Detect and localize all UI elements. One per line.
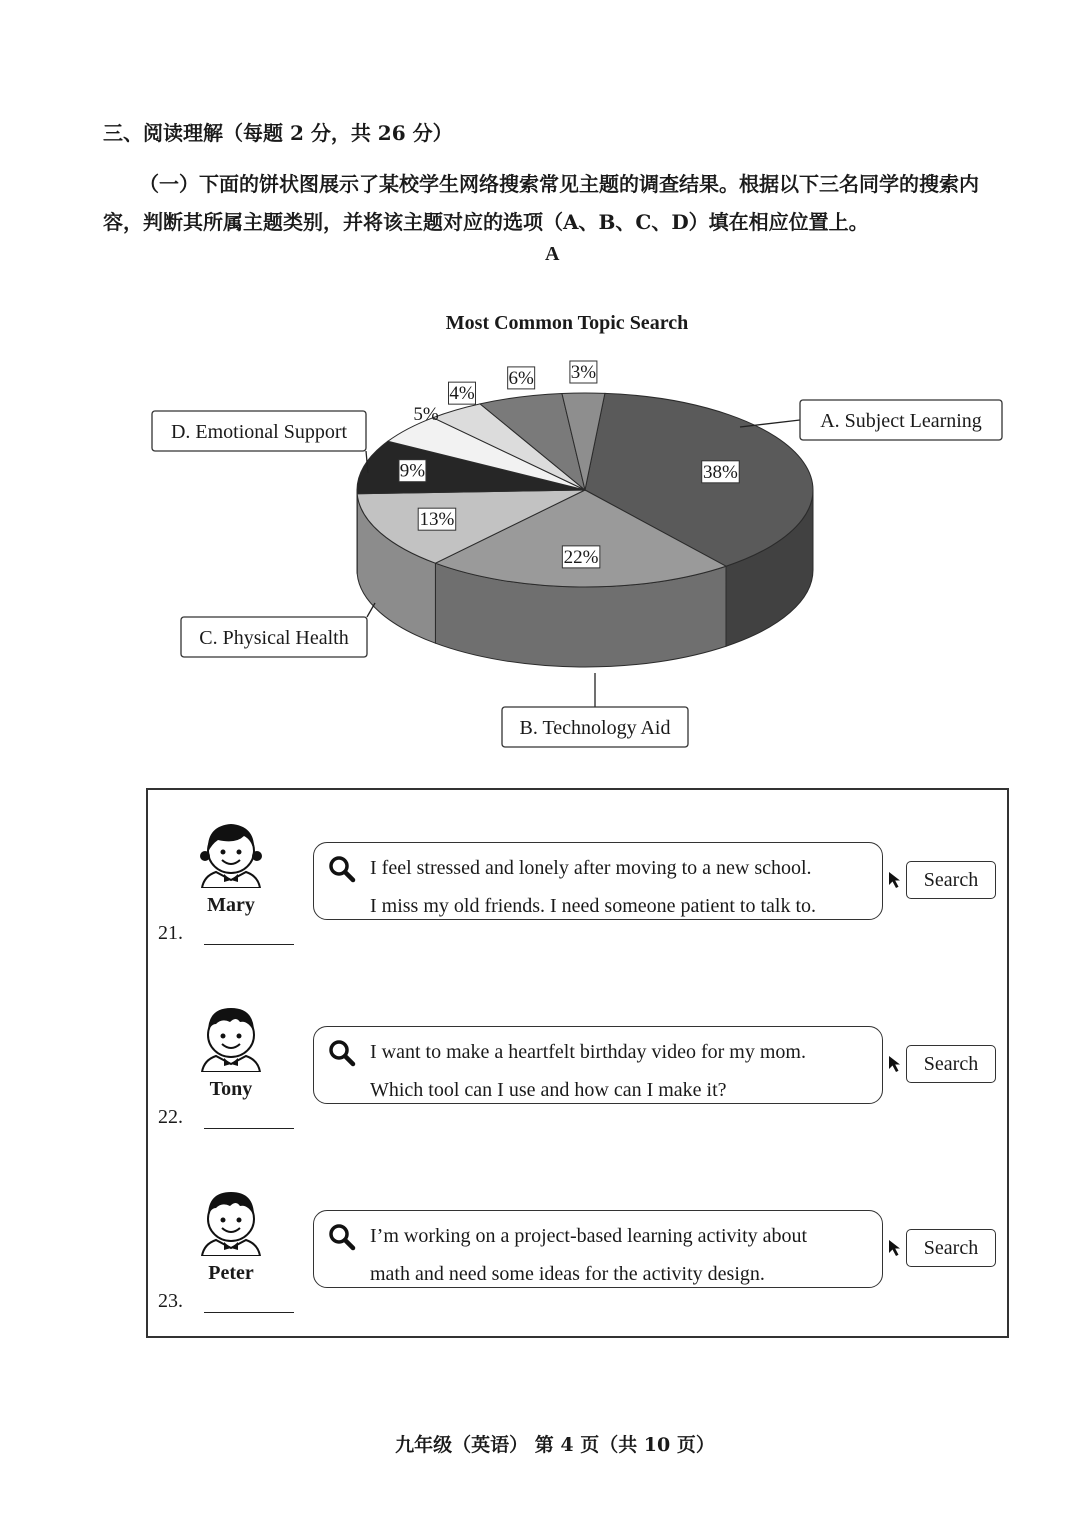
- pie-label-5: [413, 404, 439, 425]
- pie-label-6: [508, 367, 535, 389]
- pie-label-4: [449, 382, 476, 404]
- pie-chart: [140, 355, 1020, 755]
- pie-label-13: [418, 508, 456, 530]
- search-query: [370, 1033, 806, 1109]
- question-number: 22.: [158, 1106, 183, 1128]
- svg-text:13%: 13%: [419, 509, 455, 531]
- passage-label: A: [545, 243, 560, 265]
- student-name: Peter: [208, 1262, 254, 1284]
- mouse-cursor-icon: [887, 1238, 903, 1262]
- svg-text:38%: 38%: [703, 461, 738, 483]
- student-tony: [176, 1002, 286, 1101]
- svg-text:9%: 9%: [399, 460, 426, 482]
- category-callout-d: [152, 411, 368, 473]
- pie-label-22: [562, 546, 600, 568]
- search-line: I miss my old friends. I need someone patient to talk to.: [370, 895, 817, 917]
- svg-text:3%: 3%: [570, 362, 597, 384]
- question-number: 23.: [158, 1290, 183, 1312]
- search-icon: [328, 1223, 356, 1255]
- search-button[interactable]: Search: [906, 1045, 996, 1083]
- student-name: Mary: [207, 894, 255, 916]
- pie-label-3: [570, 361, 597, 383]
- search-button[interactable]: Search: [906, 861, 996, 899]
- mouse-cursor-icon: [887, 870, 903, 894]
- boy-avatar-icon: [176, 1002, 286, 1076]
- student-mary: [176, 818, 286, 917]
- search-icon: [328, 855, 356, 887]
- section-title: 三、阅读理解（每题 2 分，共 26 分）: [103, 121, 453, 145]
- search-line: I’m working on a project-based learning activity about: [370, 1225, 808, 1247]
- svg-text:4%: 4%: [449, 383, 475, 405]
- chart-title: Most Common Topic Search: [445, 312, 689, 334]
- answer-blank[interactable]: [204, 944, 294, 945]
- girl-avatar-icon: [176, 818, 286, 892]
- student-name: Tony: [209, 1078, 253, 1100]
- svg-text:C. Physical Health: C. Physical Health: [199, 627, 349, 649]
- search-icon: [328, 1039, 356, 1071]
- svg-text:5%: 5%: [413, 403, 439, 425]
- questions-panel: [146, 788, 1009, 1338]
- svg-text:D. Emotional Support: D. Emotional Support: [170, 421, 348, 443]
- svg-text:22%: 22%: [563, 546, 599, 568]
- search-line: I want to make a heartfelt birthday video for my mom.: [370, 1041, 806, 1063]
- search-box[interactable]: [313, 1210, 883, 1288]
- page-footer: 九年级（英语） 第 4 页（共 10 页）: [395, 1434, 715, 1456]
- search-box[interactable]: [313, 842, 883, 920]
- search-box[interactable]: [313, 1026, 883, 1104]
- question-number: 21.: [158, 922, 183, 944]
- search-button[interactable]: Search: [906, 1229, 996, 1267]
- svg-text:B. Technology Aid: B. Technology Aid: [519, 717, 671, 739]
- pie-label-9: [399, 460, 426, 482]
- answer-blank[interactable]: [204, 1128, 294, 1129]
- answer-blank[interactable]: [204, 1312, 294, 1313]
- student-peter: [176, 1186, 286, 1285]
- search-line: math and need some ideas for the activity design.: [370, 1263, 765, 1285]
- mouse-cursor-icon: [887, 1054, 903, 1078]
- boy-avatar-icon: [176, 1186, 286, 1260]
- category-callout-b: [502, 673, 688, 747]
- search-query: [370, 1217, 807, 1293]
- search-query: [370, 849, 816, 925]
- pie-label-38: [702, 461, 740, 483]
- category-callout-c: [181, 603, 375, 657]
- svg-text:6%: 6%: [508, 367, 534, 389]
- svg-text:A. Subject Learning: A. Subject Learning: [820, 410, 982, 432]
- instructions: （一）下面的饼状图展示了某校学生网络搜索常见主题的调查结果。根据以下三名同学的搜索内容，判断其所属主题类别，并将该主题对应的选项（A、B、C、D）填在相应位置上。: [103, 172, 979, 234]
- search-line: I feel stressed and lonely after moving to a new school.: [370, 857, 812, 879]
- category-callout-a: [740, 400, 1002, 440]
- search-line: Which tool can I use and how can I make it?: [370, 1079, 727, 1101]
